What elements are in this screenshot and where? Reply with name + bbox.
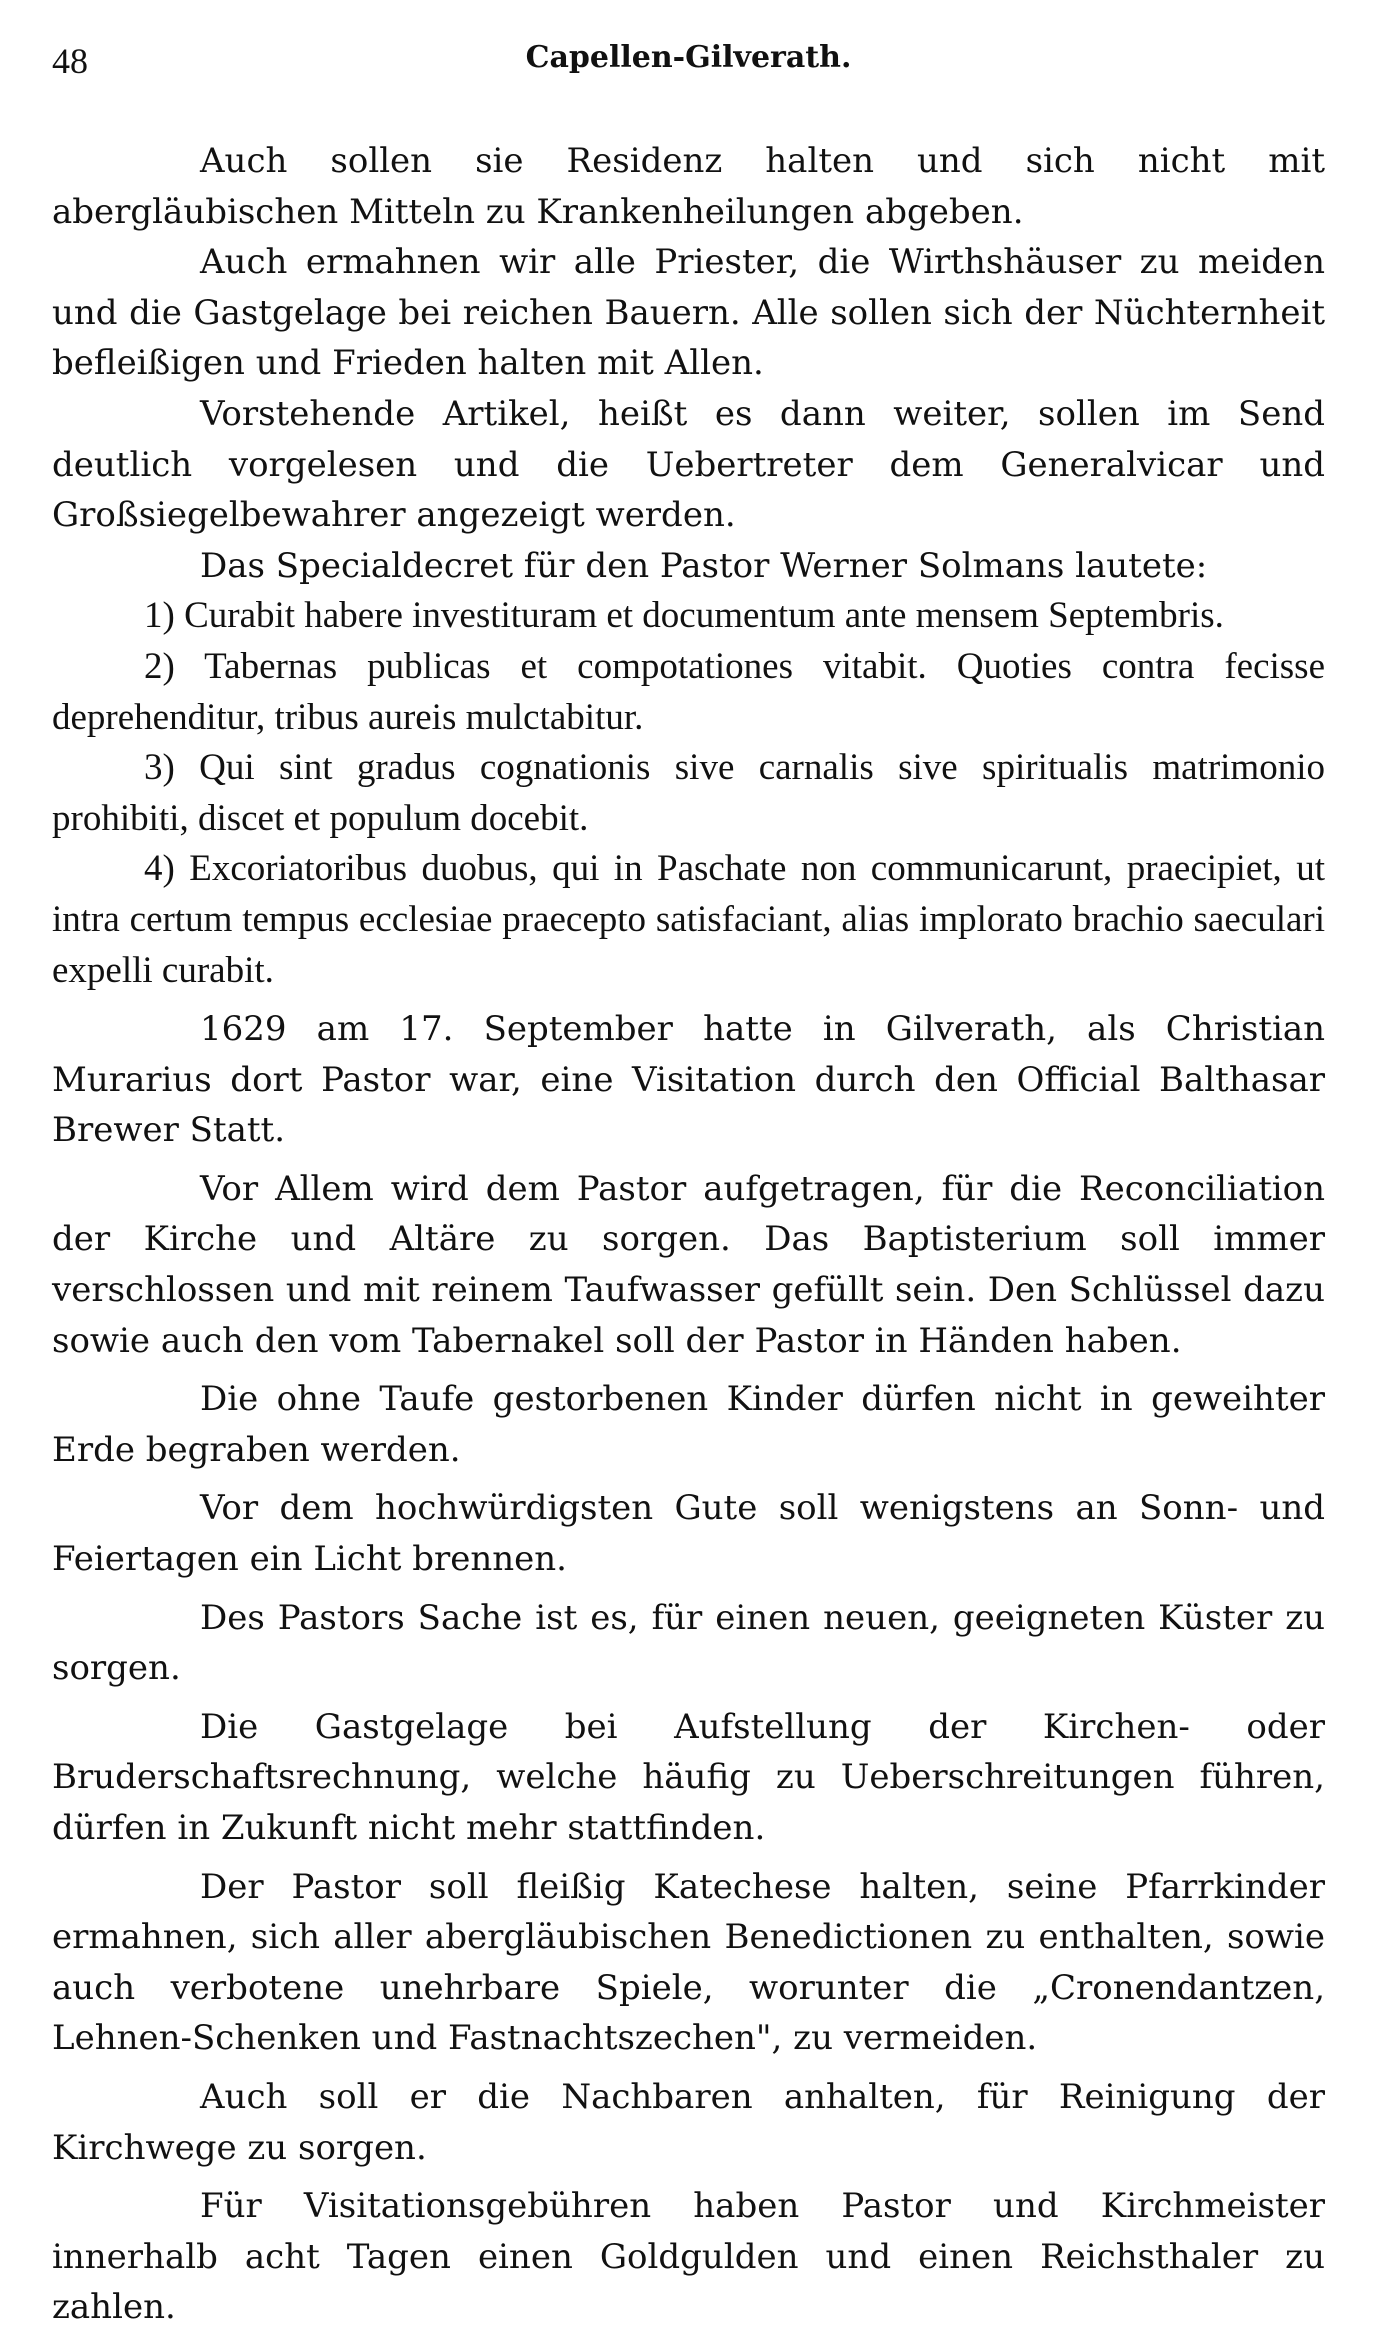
paragraph-katechese: Der Pastor soll fleißig Katechese halten, seine Pfarrkinder ermahnen, sich aller abergläubischen Benedictionen zu enthalten, sowie auch verbotene unehrbare Spiele, worunter die „Cronendantzen, Lehnen-Schenken und Fastnachtszechen", zu vermeiden.	[52, 1866, 1325, 2059]
latin-item-4: 4) Excoriatoribus duobus, qui in Paschate non communicarunt, praecipiet, ut intra certum tempus ecclesiae praecepto satisfaciant, alias implorato brachio saeculari expelli curabit.	[52, 848, 1325, 991]
paragraph-licht: Vor dem hochwürdigsten Gute soll wenigstens an Sonn- und Feiertagen ein Licht brennen.	[52, 1488, 1325, 1580]
body-text	[52, 136, 1325, 2333]
paragraph-priester: Auch ermahnen wir alle Priester, die Wirthshäuser zu meiden und die Gastgelage bei reichen Bauern. Alle sollen sich der Nüchternheit befleißigen und Frieden halten mit Allen.	[52, 242, 1325, 384]
paragraph-visitation-1629: 1629 am 17. September hatte in Gilverath, als Christian Murarius dort Pastor war, eine Visitation durch den Official Balthasar Brewer Statt.	[52, 1009, 1325, 1151]
paragraph-specialdecret: Das Specialdecret für den Pastor Werner Solmans lautete:	[200, 545, 1208, 586]
latin-item-3: 3) Qui sint gradus cognationis sive carnalis sive spiritualis matrimonio prohibiti, discet et populum docebit.	[52, 747, 1325, 839]
page-header	[52, 40, 1325, 102]
paragraph-kuester: Des Pastors Sache ist es, für einen neuen, geeigneten Küster zu sorgen.	[52, 1597, 1325, 1689]
page-number: 48	[52, 41, 88, 81]
paragraph-kirchwege: Auch soll er die Nachbaren anhalten, für Reinigung der Kirchwege zu sorgen.	[52, 2076, 1325, 2168]
paragraph-gebuehren: Für Visitationsgebühren haben Pastor und Kirchmeister innerhalb acht Tagen einen Goldgulden und einen Reichsthaler zu zahlen.	[52, 2186, 1325, 2328]
paragraph-gastgelage: Die Gastgelage bei Aufstellung der Kirchen- oder Bruderschaftsrechnung, welche häufig zu Ueberschreitungen führen, dürfen in Zukunft nicht mehr stattfinden.	[52, 1706, 1325, 1848]
running-title: Capellen-Gilverath.	[525, 40, 852, 75]
latin-item-2: 2) Tabernas publicas et compotationes vitabit. Quoties contra fecisse deprehenditur, tribus aureis mulctabitur.	[52, 645, 1325, 738]
latin-item-1: 1) Curabit habere investituram et documentum ante mensem Septembris.	[144, 595, 1224, 637]
paragraph-residenz: Auch sollen sie Residenz halten und sich nicht mit abergläubischen Mitteln zu Krankenheilungen abgeben.	[52, 141, 1325, 232]
paragraph-artikel: Vorstehende Artikel, heißt es dann weiter, sollen im Send deutlich vorgelesen und die Uebertreter dem Generalvicar und Großsiegelbewahrer angezeigt werden.	[52, 393, 1325, 536]
paragraph-taufe: Die ohne Taufe gestorbenen Kinder dürfen nicht in geweihter Erde begraben werden.	[52, 1379, 1325, 1470]
paragraph-reconciliation: Vor Allem wird dem Pastor aufgetragen, für die Reconciliation der Kirche und Altäre zu sorgen. Das Baptisterium soll immer verschlossen und mit reinem Taufwasser gefüllt sein. Den Schlüssel dazu sowie auch den vom Tabernakel soll der Pastor in Händen haben.	[52, 1168, 1325, 1361]
